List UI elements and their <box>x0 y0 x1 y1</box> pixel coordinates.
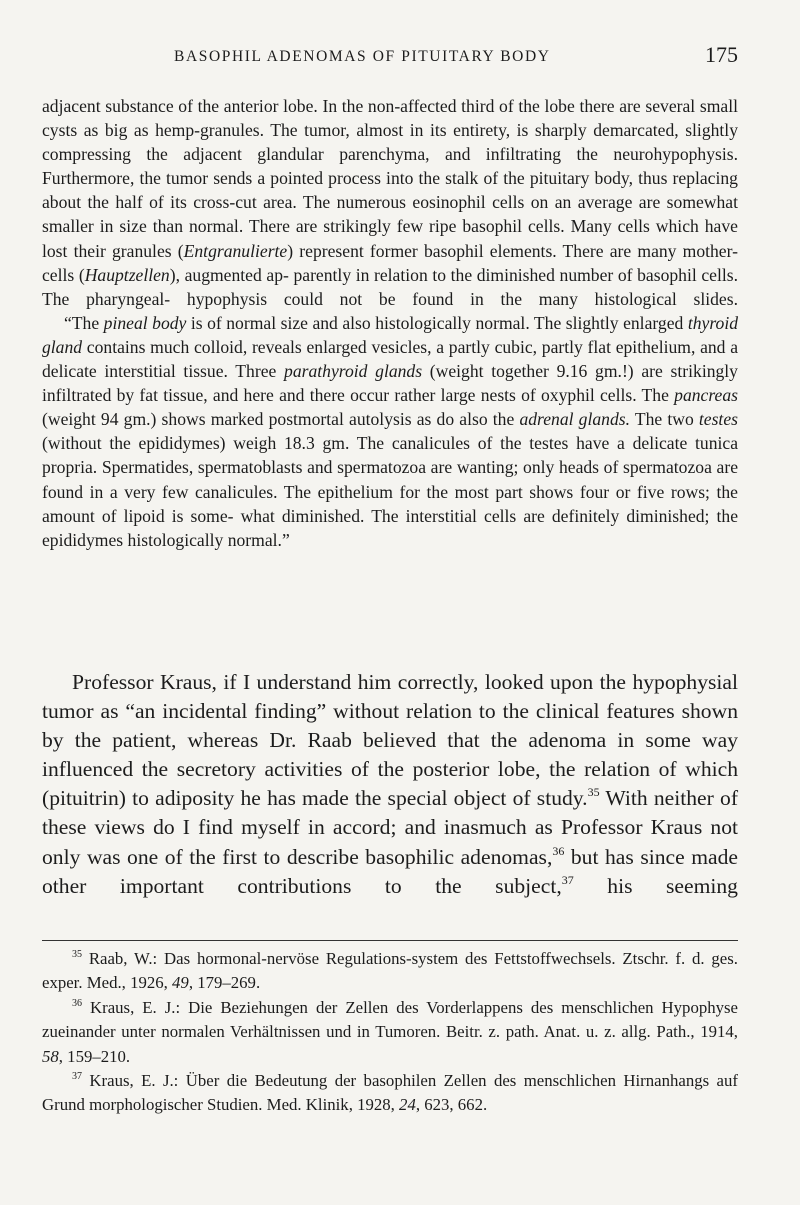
italic-term: parathyroid <box>284 361 368 382</box>
text-line: (without the epididymes) weigh 18.3 gm. The canalicules of the testes have a <box>42 433 625 454</box>
text-segment: (weight 94 gm.) <box>42 409 157 430</box>
running-head <box>42 42 738 72</box>
footnote-ref-36[interactable]: 36 <box>552 843 565 858</box>
text-line: somewhat smaller in size than normal. There are strikingly few ripe basophil <box>42 192 739 237</box>
text-segment: enlarged <box>623 312 688 333</box>
text-line: sends a pointed process into the stalk of the pituitary body, thus replacing about <box>42 168 738 213</box>
text-line: that the adenoma in some way influenced the secretory activities of <box>42 728 739 782</box>
page-number: 175 <box>705 42 738 67</box>
footnote-36 <box>42 996 738 1069</box>
italic-term: thyroid gland <box>42 312 738 357</box>
text-segment: made other important contributions to the subject, <box>42 844 738 898</box>
footnote-volume: 49 <box>172 973 189 993</box>
text-line: delicate tunica propria. Spermatides, spermatoblasts and spermatozoa are <box>42 433 738 478</box>
italic-term: testes <box>698 409 738 430</box>
italic-term: adrenal glands. <box>519 409 630 430</box>
footnote-text: Kraus, E. J.: Über die Bedeutung der basophilen Zellen des menschlichen Hirnanhangs auf Grund morphologischer Studien. Med. Klinik, 1928, <box>42 1071 738 1115</box>
text-segment: has made the special object of study. <box>267 786 588 811</box>
footnote-35 <box>42 947 738 996</box>
text-segment: ), augmented ap- <box>169 264 289 285</box>
footnote-ref-35[interactable]: 35 <box>587 785 600 800</box>
running-title: BASOPHIL ADENOMAS OF PITUITARY BODY <box>174 48 551 65</box>
footnote-volume: 58 <box>42 1046 59 1066</box>
text-line: histologically normal.” <box>127 529 290 550</box>
footnote-text: , 159–210. <box>58 1046 131 1066</box>
text-segment: The two <box>630 409 699 430</box>
footnote-volume: 24 <box>399 1095 416 1115</box>
text-line: adjacent substance of the anterior lobe. In the non-affected third of the lobe <box>42 96 575 116</box>
quote-paragraph-1 <box>42 94 738 311</box>
body-paragraph <box>42 668 738 901</box>
text-line: epithelium for the most part shows four or five rows; the amount of lipoid is some- <box>42 481 738 526</box>
text-segment: “The <box>64 312 104 333</box>
text-line: hypophysis could not be found in the many histological slides. <box>186 288 738 309</box>
text-segment: ) represent former <box>287 240 418 261</box>
text-line: do I find myself in accord; and inasmuch as Professor Kraus not only <box>42 815 738 869</box>
footnotes <box>42 947 738 1118</box>
text-segment: his seeming <box>573 873 738 898</box>
text-line: clinical features shown by the patient, whereas Dr. Raab believed <box>42 699 738 753</box>
text-segment: With neither of these views <box>42 786 739 840</box>
text-line: hypophysial tumor as “an incidental finding” without relation to the <box>42 670 739 724</box>
italic-term: pancreas <box>674 385 738 406</box>
text-segment: cubic, partly flat epithelium, and a delicate interstitial tissue. Three <box>42 336 738 382</box>
text-line: parently in relation to the diminished number of basophil cells. The pharyngeal- <box>42 264 738 309</box>
italic-term: Entgranulierte <box>183 240 288 261</box>
italic-term: pineal body <box>103 312 187 333</box>
footnote-text: Kraus, E. J.: Die Beziehungen der Zellen des Vorderlappens des menschlichen Hypophyse zueinander unter normalen Verhältnissen und in Tumoren. Beitr. z. path. Anat. u. z. allg. Path., 1914, <box>42 997 738 1042</box>
text-line: Professor Kraus, if I understand him correctly, looked upon the <box>72 670 627 694</box>
quoted-autopsy-report <box>42 94 738 552</box>
italic-term: glands <box>375 361 423 382</box>
text-segment: shows marked postmortal autolysis as do also the <box>161 409 520 430</box>
footnote-divider <box>42 940 738 941</box>
text-segment: (weight together 9.16 gm.!) are strikingly infiltrated by fat tissue, and here <box>42 361 738 406</box>
text-segment: but has since <box>564 844 685 869</box>
text-line: parenchyma, and infiltrating the neurohypophysis. Furthermore, the tumor <box>42 144 739 189</box>
main-paragraph <box>42 668 738 901</box>
footnote-number: 35 <box>72 949 82 960</box>
text-segment: is of normal size and also histologically normal. The slightly <box>186 312 619 333</box>
footnote-number: 36 <box>72 997 82 1009</box>
text-line: what diminished. The interstitial cells are definitely diminished; the epididymes <box>42 505 739 550</box>
text-line: wanting; only heads of spermatozoa are found in a very few canalicules. The <box>42 457 739 502</box>
text-segment: was one of the first to describe basophilic adenomas, <box>86 844 553 869</box>
text-line: the posterior lobe, the relation of which (pituitrin) to adiposity he <box>42 757 738 811</box>
text-segment: contains much colloid, reveals enlarged vesicles, a partly <box>82 336 490 357</box>
footnote-text: , 179–269. <box>188 973 261 993</box>
text-line: the half of its cross-cut area. The numerous eosinophil cells on an average are <box>87 192 661 213</box>
footnote-number: 37 <box>72 1071 82 1083</box>
footnote-text: Raab, W.: Das hormonal-nervöse Regulations-system des Fettstoffwechsels. Ztschr. f. d. ges. exper. Med., 1926, <box>42 949 738 993</box>
text-line: its entirety, is sharply demarcated, slightly compressing the adjacent glandular <box>42 120 738 165</box>
italic-term: Hauptzellen <box>84 264 170 285</box>
footnote-text: , 623, 662. <box>415 1095 488 1115</box>
text-segment: and there occur rather large nests of oxyphil cells. The <box>279 385 675 406</box>
footnote-37 <box>42 1069 738 1118</box>
quote-paragraph-2 <box>42 311 738 552</box>
text-segment: cells. Many cells which have lost their granules ( <box>42 216 738 261</box>
text-line: there are several small cysts as big as hemp-granules. The tumor, almost in <box>42 96 738 141</box>
footnote-ref-37[interactable]: 37 <box>561 872 574 887</box>
text-segment: basophil elements. There are many mother-cells ( <box>42 240 738 285</box>
